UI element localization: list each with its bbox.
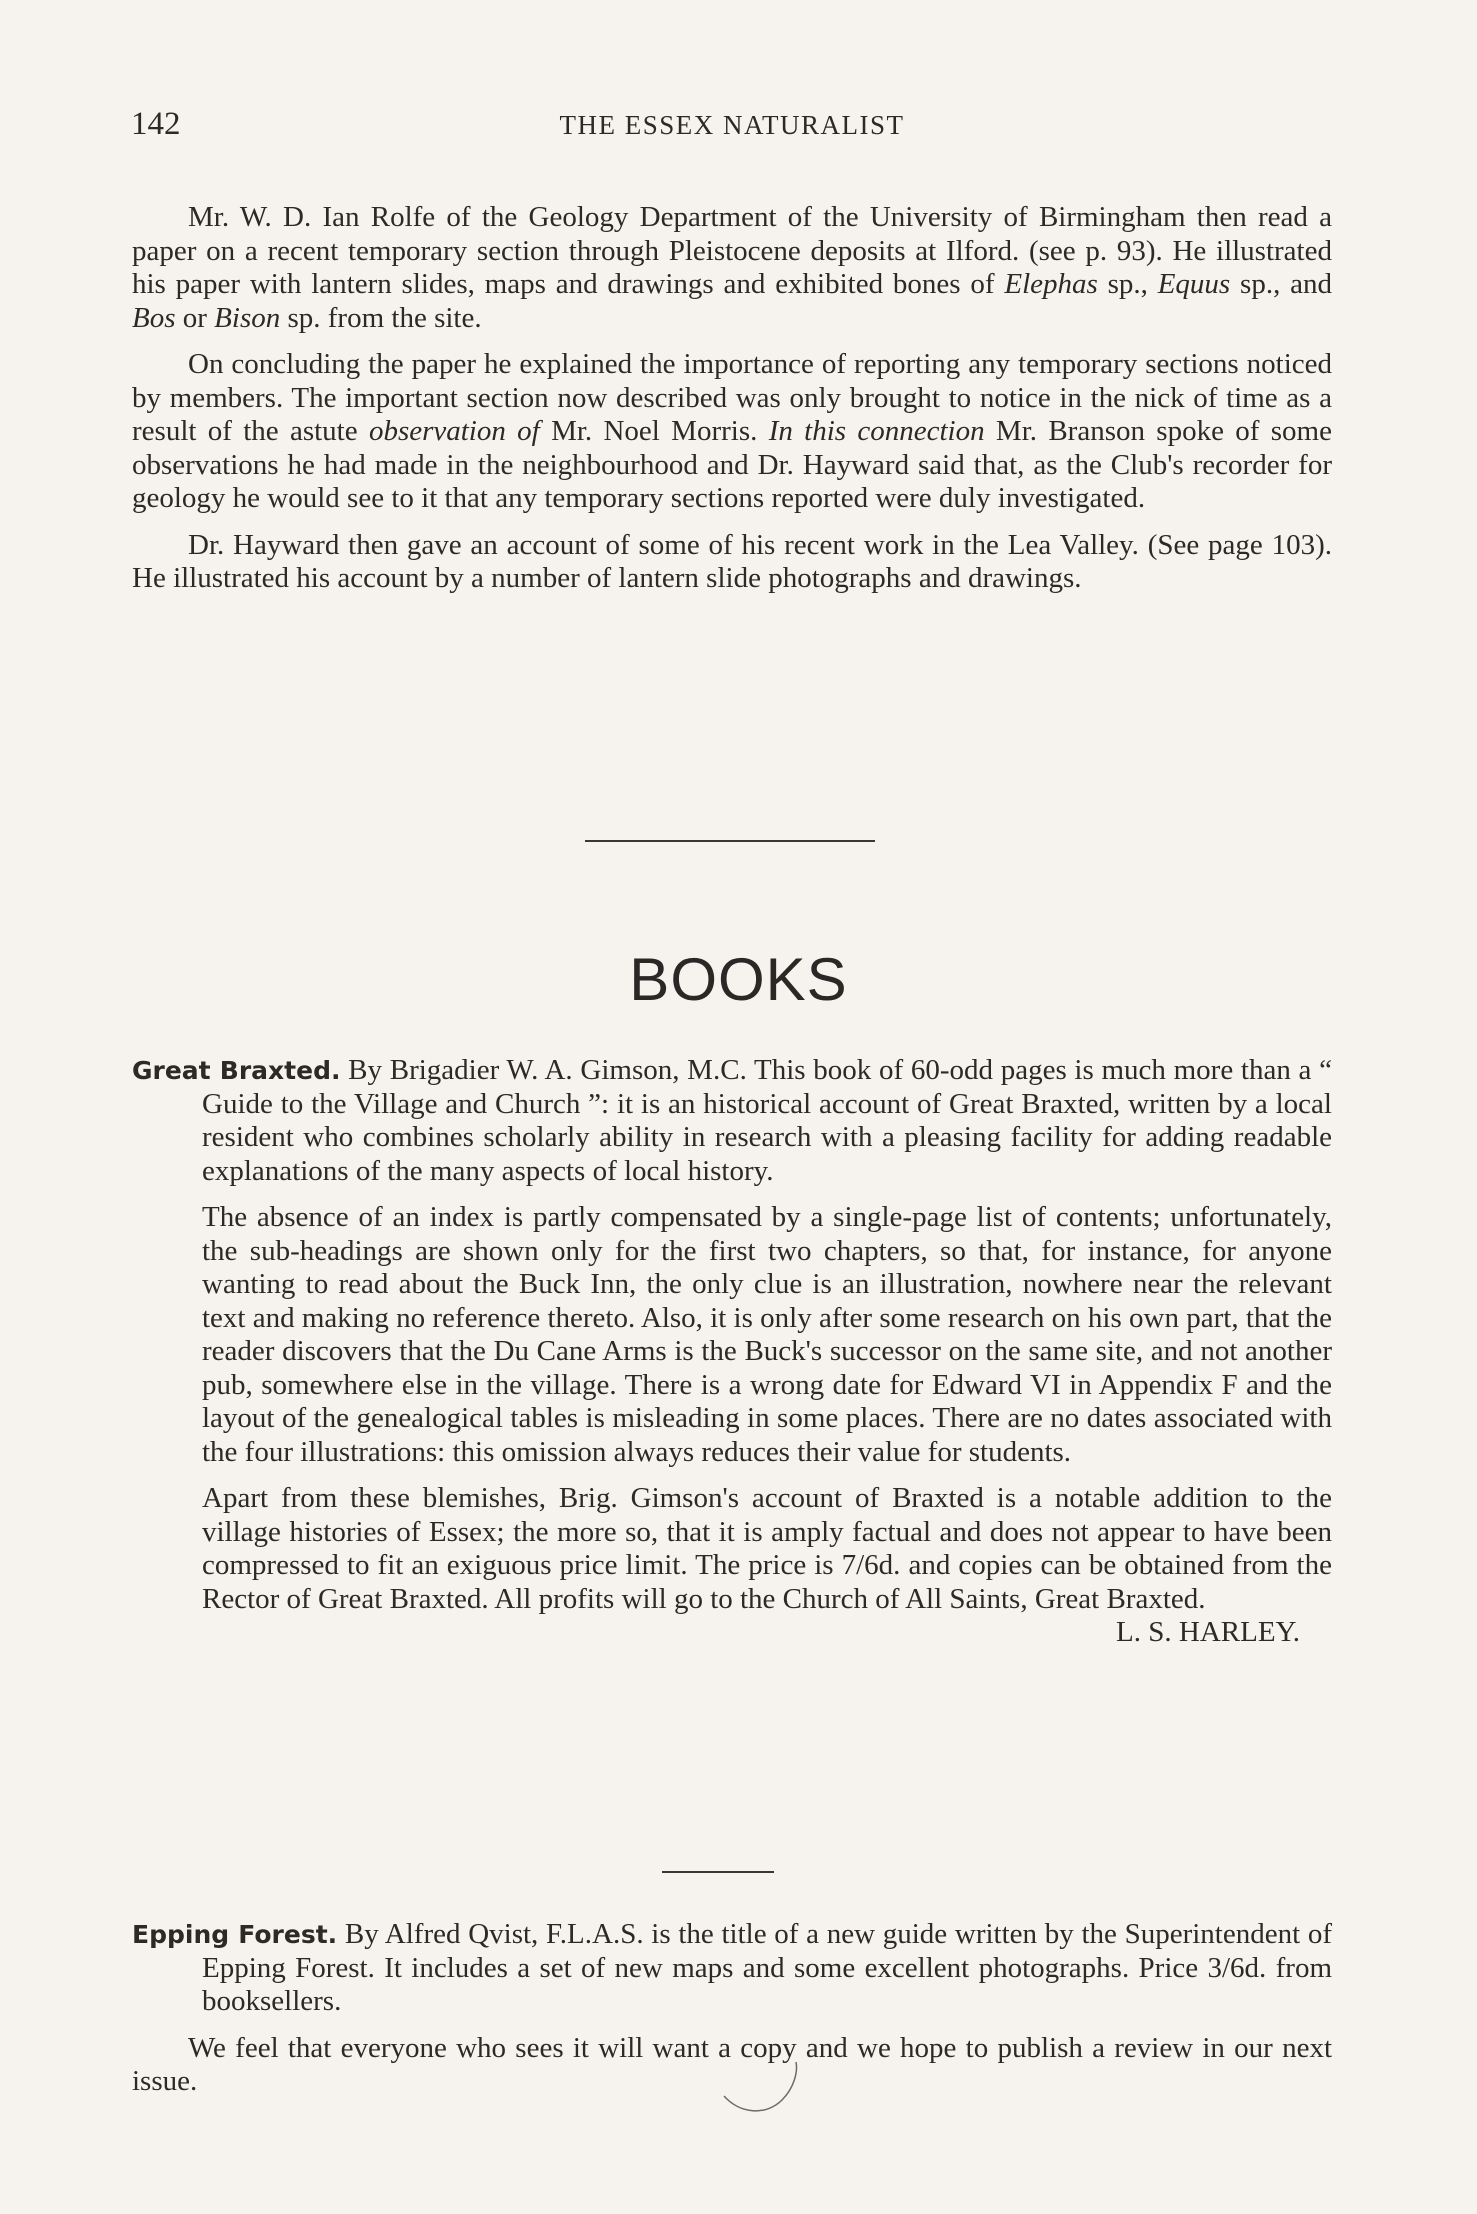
review-great-braxted [132, 1054, 1332, 1650]
review-paragraph-closing: We feel that everyone who sees it will want a copy and we hope to publish a review in our next issue. [132, 2031, 1332, 2097]
review-paragraph-criticism: The absence of an index is partly compensated by a single-page list of contents; unfortunately, the sub-headings are shown only for the first two chapters, so that, for instance, for anyone wanting to read about the Buck Inn, the only clue is an illustration, nowhere near the relevant text and making no reference thereto. Also, it is only after some research on his own part, that the reader discovers that the Du Cane Arms is the Buck's successor on the same site, and not another pub, somewhere else in the village. There is a wrong date for Edward VI in Appendix F and the layout of the genealogical tables is misleading in some places. There are no dates associated with the four illustrations: this omission always reduces their value for students. [202, 1201, 1332, 1468]
paragraph-temporary-sections: On concluding the paper he explained the importance of reporting any temporary sections noticed by members. The important section now described was only brought to notice in the nick of time as a result of the astute observation of Mr. Noel Morris. In this connection Mr. Branson spoke of some observations he had made in the neighbourhood and Dr. Hayward said that, as the Club's recorder for geology he would see to it that any temporary sections reported were duly investigated. [132, 348, 1332, 514]
paragraph-lea-valley: Dr. Hayward then gave an account of some of his recent work in the Lea Valley. (See page 103). He illustrated his account by a number of lantern slide photographs and drawings. [132, 528, 1332, 594]
pencil-mark-icon [720, 2060, 810, 2140]
section-divider [585, 840, 875, 842]
review-title: Great Braxted. [132, 1056, 341, 1085]
page-number: 142 [131, 106, 181, 142]
page-header [131, 106, 1333, 146]
short-divider [662, 1871, 774, 1873]
review-title: Epping Forest. [132, 1920, 338, 1949]
reviewer-signature: L. S. HARLEY. [1116, 1616, 1300, 1648]
review-paragraph-intro: Great Braxted. By Brigadier W. A. Gimson, M.C. This book of 60-odd pages is much more than a “ Guide to the Village and Church ”: it is an historical account of Great Braxted, written by a local resident who combines scholarly ability in research with a pleasing facility for adding readable explanations of the many aspects of local history. [132, 1054, 1332, 1187]
paragraph-rolfe-paper: Mr. W. D. Ian Rolfe of the Geology Department of the University of Birmingham then read a paper on a recent temporary section through Pleistocene deposits at Ilford. (see p. 93). He illustrated his paper with lantern slides, maps and drawings and exhibited bones of Elephas sp., Equus sp., and Bos or Bison sp. from the site. [132, 201, 1332, 334]
running-title: THE ESSEX NATURALIST [559, 110, 905, 140]
review-paragraph-conclusion: Apart from these blemishes, Brig. Gimson's account of Braxted is a notable addition to the village histories of Essex; the more so, that it is amply factual and does not appear to have been compressed to fit an exiguous price limit. The price is 7/6d. and copies can be obtained from the Rector of Great Braxted. All profits will go to the Church of All Saints, Great Braxted. [202, 1482, 1332, 1615]
review-paragraph-intro: Epping Forest. By Alfred Qvist, F.L.A.S. is the title of a new guide written by the Superintendent of Epping Forest. It includes a set of new maps and some excellent photographs. Price 3/6d. from booksellers. [132, 1918, 1333, 2017]
books-heading: BOOKS [629, 946, 848, 1013]
meeting-report [132, 201, 1332, 596]
